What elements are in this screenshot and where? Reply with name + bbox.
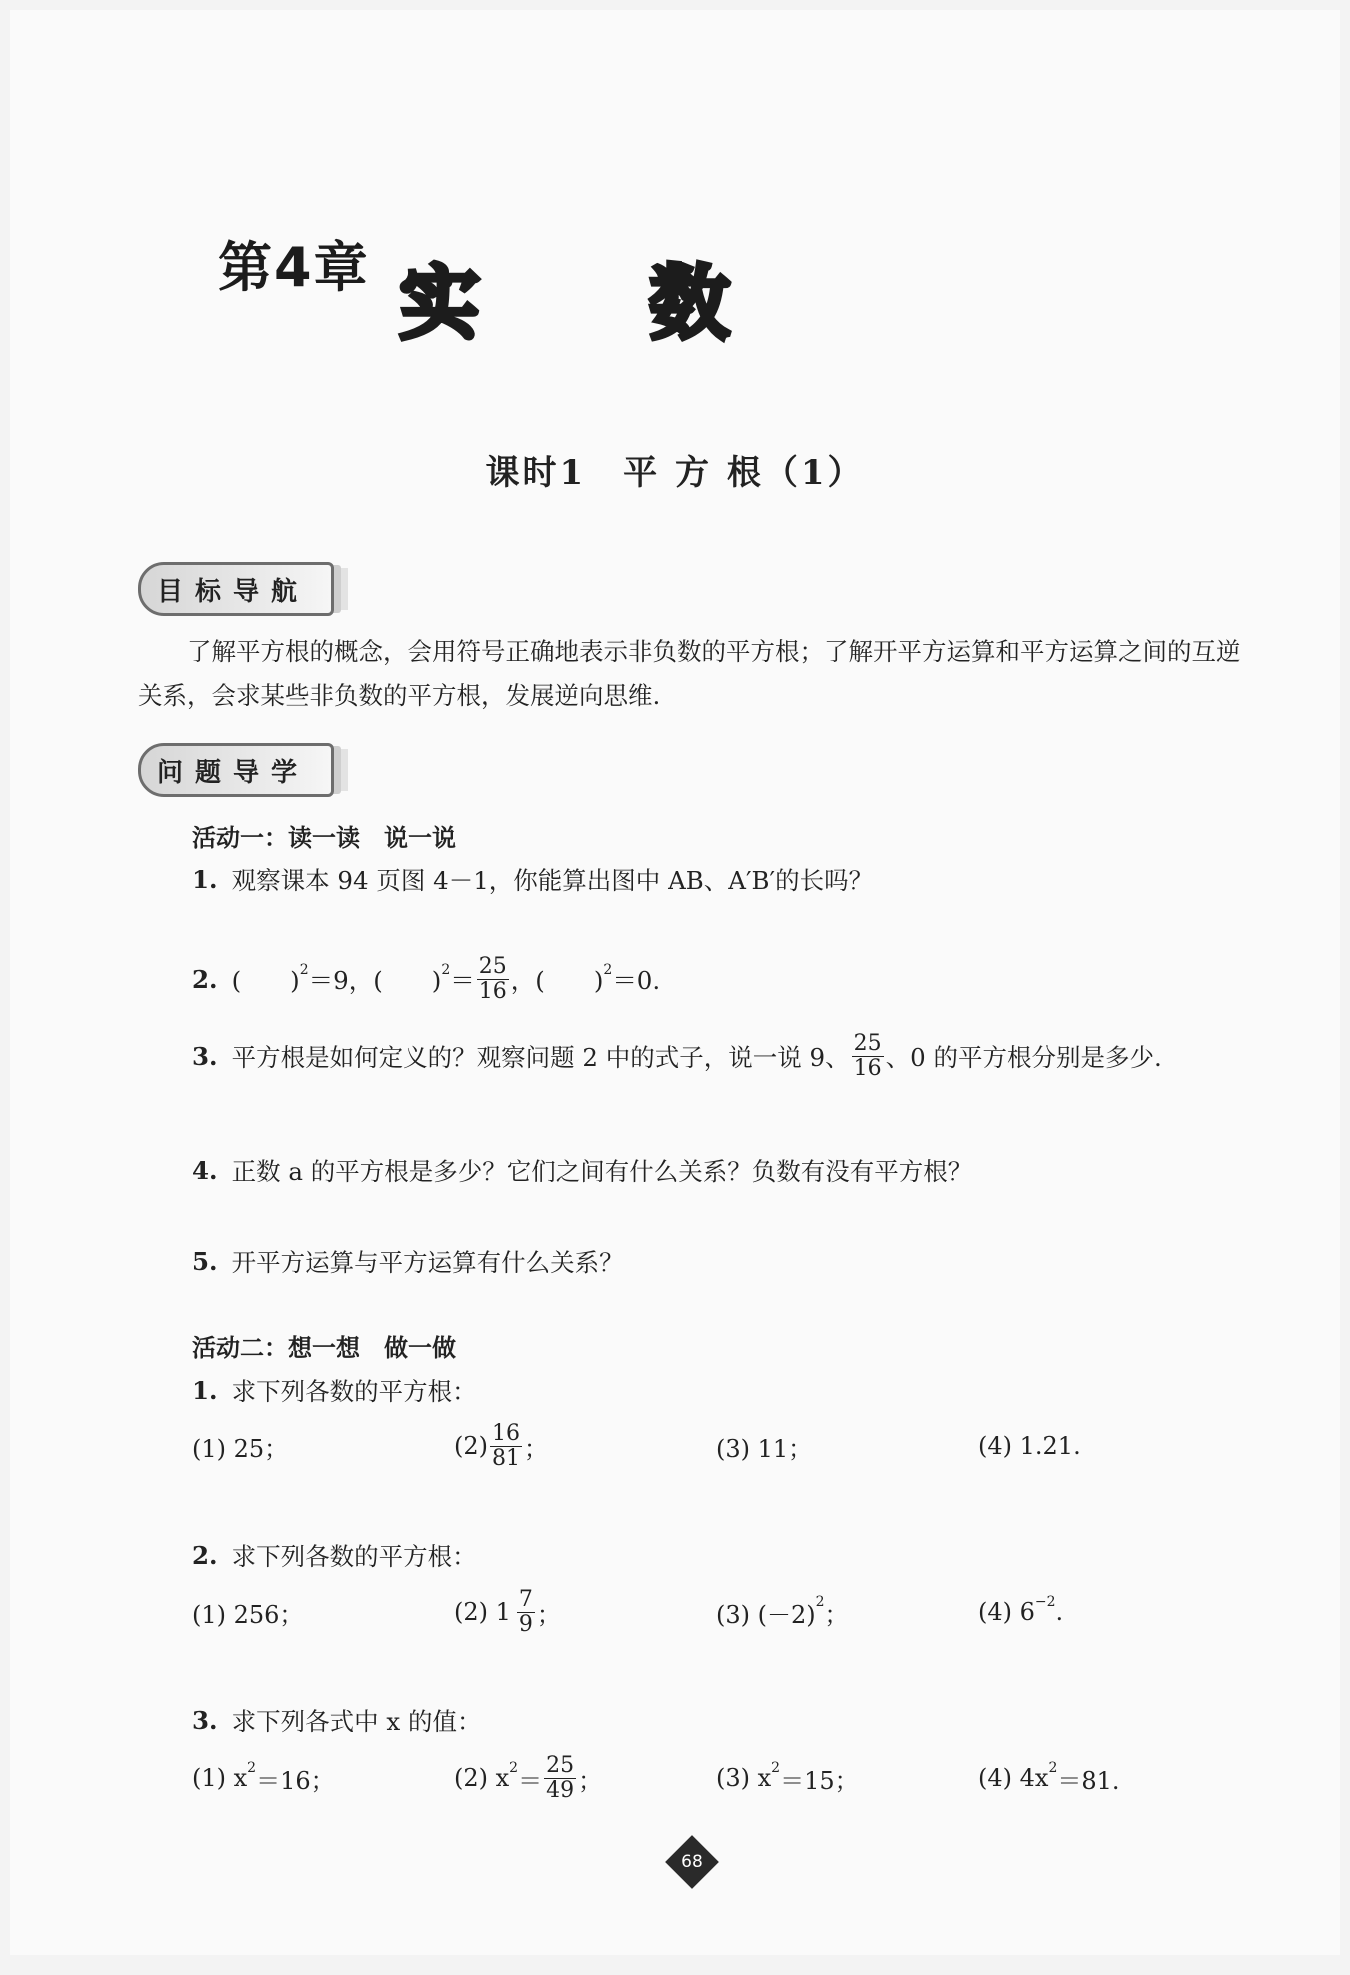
item-label: (4) 4x	[978, 1764, 1049, 1792]
punctuation: .	[1055, 1598, 1064, 1626]
exponent: −2	[1034, 1594, 1056, 1610]
question-text: 求下列各数的平方根：	[231, 1377, 477, 1406]
exponent: 2	[247, 1760, 257, 1776]
chapter-title: 实数	[399, 257, 900, 350]
practice-3	[192, 1703, 481, 1738]
exponent: 2	[1048, 1760, 1058, 1776]
item-2	[454, 1416, 548, 1476]
numerator: 25	[478, 954, 507, 979]
question-1	[192, 862, 873, 897]
exponent: 2	[771, 1760, 781, 1776]
activity1-title: 活动一：读一读 说一说	[192, 824, 456, 852]
numerator: 25	[853, 1031, 882, 1056]
question-text: 、0 的平方根分别是多少.	[885, 1043, 1162, 1072]
question-text: 求下列各数的平方根：	[231, 1542, 477, 1571]
question-2	[192, 955, 660, 1004]
fraction	[517, 1588, 535, 1637]
exponent: 2	[509, 1760, 519, 1776]
question-number: 4.	[192, 1156, 218, 1185]
item-2	[454, 1748, 602, 1808]
denominator: 81	[492, 1445, 520, 1471]
exponent: 2	[815, 1594, 825, 1610]
punctuation: ；	[824, 1600, 849, 1629]
fraction	[477, 955, 509, 1004]
page-number: 68	[681, 1852, 703, 1872]
punctuation: ；	[578, 1766, 603, 1795]
equation-part: ＝15；	[780, 1766, 859, 1795]
question-3	[192, 1032, 1162, 1081]
question-number: 2.	[192, 1541, 218, 1570]
punctuation: ；	[536, 1600, 561, 1629]
problem-section-tag: 问题导学	[138, 743, 334, 797]
item-4: (4) 1.21.	[978, 1432, 1081, 1460]
numerator: 16	[492, 1420, 520, 1446]
equation-part: ＝0.	[612, 966, 661, 995]
page-number-badge	[665, 1835, 719, 1889]
question-text: 开平方运算与平方运算有什么关系？	[231, 1248, 624, 1277]
chapter-label: 第4章	[218, 236, 370, 299]
item-4	[978, 1748, 1120, 1808]
question-number: 1.	[192, 865, 218, 894]
item-3	[716, 1748, 859, 1808]
equation-part: ＝16；	[256, 1766, 335, 1795]
item-label: (2) x	[454, 1764, 510, 1792]
textbook-page	[10, 10, 1340, 1955]
question-4	[192, 1153, 972, 1188]
exponent: 2	[603, 961, 613, 978]
practice-1	[192, 1373, 477, 1408]
blank: ( )	[535, 966, 604, 995]
denominator: 16	[853, 1056, 882, 1081]
practice-2	[192, 1538, 477, 1573]
item-2	[454, 1582, 561, 1642]
question-number: 5.	[192, 1247, 218, 1276]
goal-section-tag: 目标导航	[138, 562, 334, 616]
denominator: 16	[478, 979, 507, 1004]
item-label: (3) (－2)	[716, 1600, 816, 1629]
question-number: 1.	[192, 1376, 218, 1405]
question-number: 3.	[192, 1706, 218, 1735]
question-text: 观察课本 94 页图 4－1，你能算出图中 AB、A′B′的长吗？	[231, 866, 874, 895]
item-3	[716, 1582, 849, 1642]
practice-1-items	[192, 1416, 1192, 1476]
exponent: 2	[441, 961, 451, 978]
practice-3-items	[192, 1748, 1192, 1808]
fraction	[852, 1032, 884, 1081]
fraction	[544, 1754, 576, 1803]
question-text: 平方根是如何定义的？观察问题 2 中的式子，说一说 9、	[231, 1043, 850, 1072]
question-number: 3.	[192, 1042, 218, 1071]
item-label: (2)	[454, 1432, 488, 1460]
question-text: 求下列各式中 x 的值：	[231, 1707, 482, 1736]
lesson-title: 课时1 平 方 根（1）	[485, 453, 865, 493]
denominator: 9	[518, 1611, 533, 1637]
equation-part: ＝	[518, 1766, 543, 1795]
blank: ( )	[231, 966, 300, 995]
chapter-heading	[218, 225, 900, 354]
exponent: 2	[299, 961, 309, 978]
numerator: 7	[518, 1586, 533, 1612]
practice-2-items	[192, 1582, 1192, 1642]
goal-text: 了解平方根的概念，会用符号正确地表示非负数的平方根；了解开平方运算和平方运算之间的互逆关系，会求某些非负数的平方根，发展逆向思维.	[138, 637, 1241, 710]
equation-part: ＝9，	[308, 966, 374, 995]
item-1	[192, 1748, 335, 1808]
item-3: (3) 11；	[716, 1434, 813, 1463]
equation-part: ＝81.	[1057, 1766, 1120, 1795]
item-label: (3) x	[716, 1764, 772, 1792]
fraction	[490, 1422, 522, 1471]
equation-part: ＝	[450, 966, 475, 995]
question-number: 2.	[192, 965, 218, 994]
denominator: 49	[546, 1777, 575, 1803]
item-label: (2) 1	[454, 1598, 511, 1626]
activity2-title: 活动二：想一想 做一做	[192, 1334, 456, 1362]
numerator: 25	[546, 1752, 575, 1778]
item-1: (1) 256；	[192, 1600, 304, 1629]
item-label: (1) x	[192, 1764, 248, 1792]
question-5	[192, 1244, 624, 1279]
equation-part: ，	[510, 966, 536, 995]
punctuation: ；	[524, 1434, 548, 1463]
item-label: (4) 6	[978, 1598, 1035, 1626]
item-1: (1) 25；	[192, 1434, 289, 1463]
blank: ( )	[373, 966, 442, 995]
item-4	[978, 1582, 1063, 1642]
question-text: 正数 a 的平方根是多少？它们之间有什么关系？负数有没有平方根？	[231, 1157, 973, 1186]
